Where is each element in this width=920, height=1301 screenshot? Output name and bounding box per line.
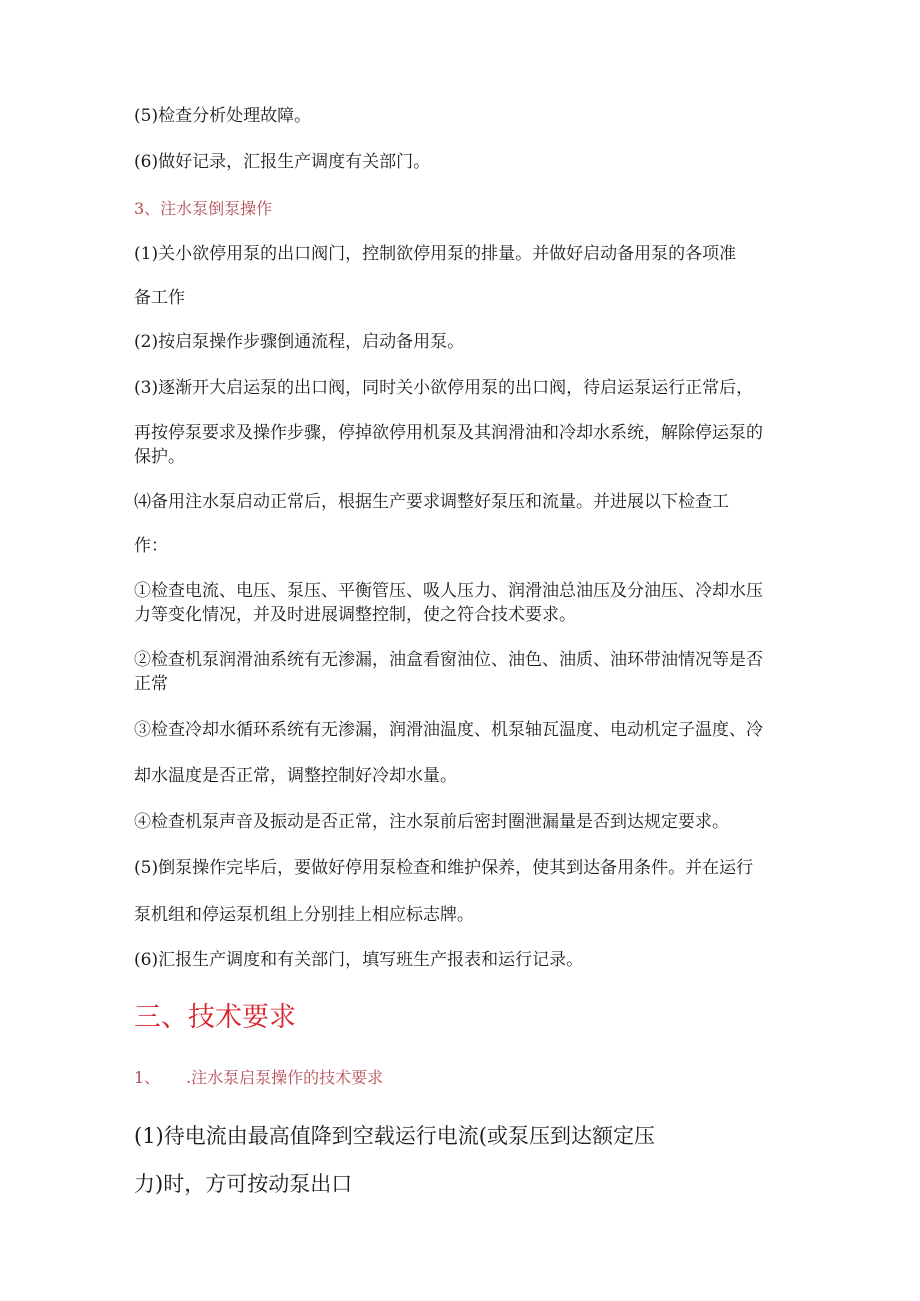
check-item: 却水温度是否正常，调整控制好冷却水量。 <box>134 766 457 786</box>
paragraph: (3)逐渐开大启运泵的出口阀，同时关小欲停用泵的出口阀，待启运泵运行正常后， <box>134 378 754 398</box>
section-heading: 3、注水泵倒泵操作 <box>134 199 273 218</box>
paragraph: 备工作 <box>134 288 185 308</box>
paragraph: (5)检查分析处理故障。 <box>134 106 312 126</box>
paragraph: 力)时，方可按动泵出口 <box>134 1172 353 1196</box>
check-item: ②检查机泵润滑油系统有无渗漏，油盒看窗油位、油色、油质、油环带油情况等是否正常 <box>134 650 763 694</box>
check-item: ①检查电流、电压、泵压、平衡管压、吸人压力、润滑油总油压及分油压、冷却水压力等变化情况，并及时进展调整控制，使之符合技术要求。 <box>134 581 763 625</box>
check-item: ④检查机泵声音及振动是否正常，注水泵前后密封圈泄漏量是否到达规定要求。 <box>134 812 729 832</box>
chapter-heading: 三、技术要求 <box>134 1002 296 1033</box>
paragraph: (6)汇报生产调度和有关部门，填写班生产报表和运行记录。 <box>134 950 584 970</box>
paragraph: 泵机组和停运泵机组上分别挂上相应标志牌。 <box>134 905 474 925</box>
paragraph: ⑷备用注水泵启动正常后，根据生产要求调整好泵压和流量。并进展以下检查工 <box>134 492 729 512</box>
paragraph: (2)按启泵操作步骤倒通流程，启动备用泵。 <box>134 332 465 352</box>
paragraph: (5)倒泵操作完毕后，要做好停用泵检查和维护保养，使其到达备用条件。并在运行 <box>134 858 754 878</box>
paragraph: (1)关小欲停用泵的出口阀门，控制欲停用泵的排量。并做好启动备用泵的各项准 <box>134 244 737 264</box>
subsection-number: 1、 <box>134 1068 161 1087</box>
paragraph: 作： <box>134 536 168 556</box>
paragraph: (1)待电流由最高值降到空载运行电流(或泵压到达额定压 <box>134 1124 655 1148</box>
check-item: ③检查冷却水循环系统有无渗漏，润滑油温度、机泵轴瓦温度、电动机定子温度、冷 <box>134 720 763 740</box>
paragraph: 再按停泵要求及操作步骤，停掉欲停用机泵及其润滑油和冷却水系统，解除停运泵的保护。 <box>134 423 763 467</box>
paragraph: (6)做好记录，汇报生产调度有关部门。 <box>134 152 431 172</box>
subsection-title: .注水泵启泵操作的技术要求 <box>186 1068 384 1087</box>
